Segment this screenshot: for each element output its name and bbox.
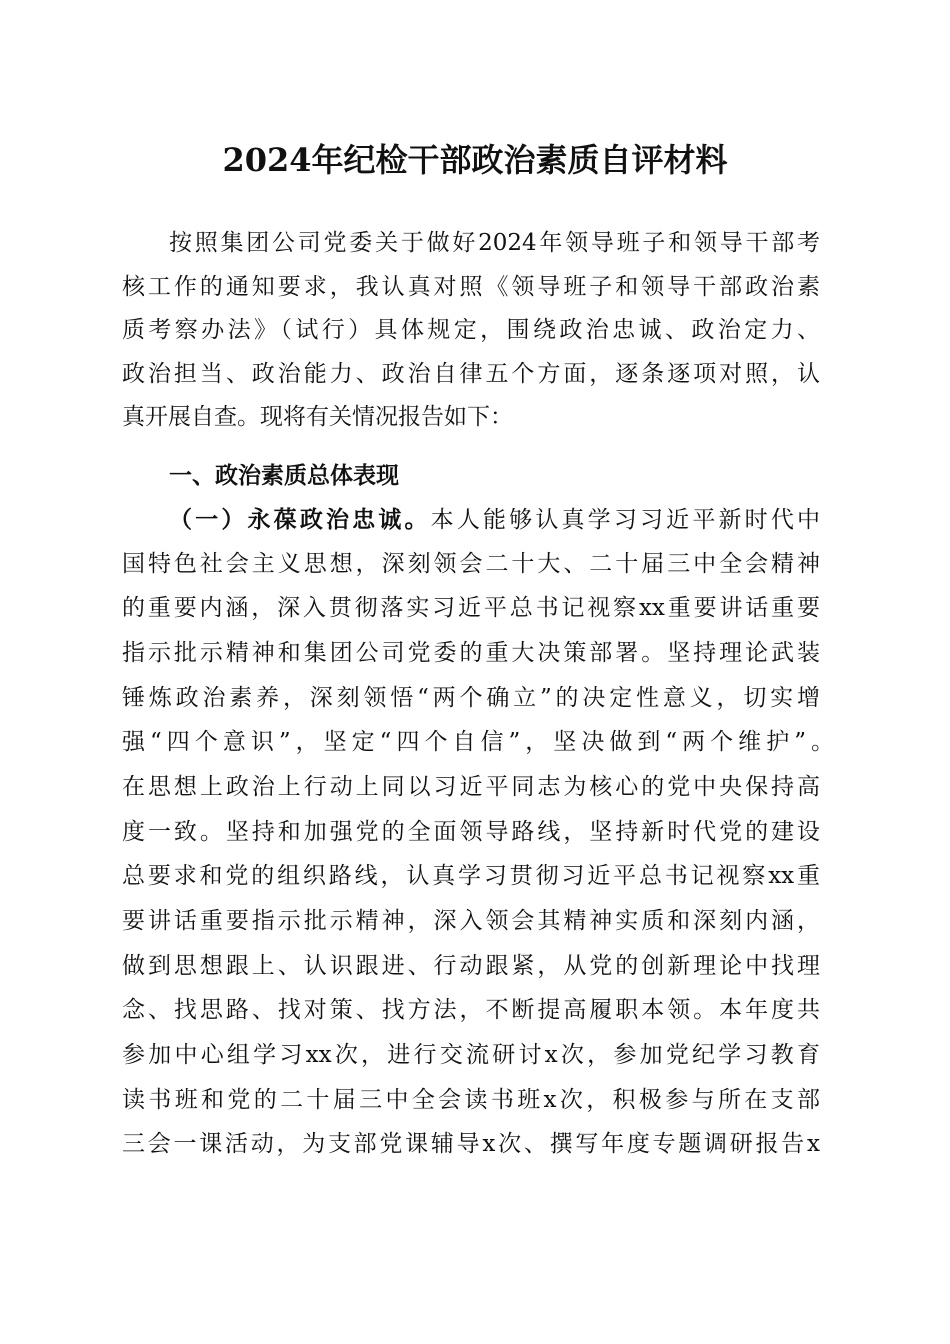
text-line: 念、找思路、找对策、找方法，不断提高履职本领。本年度共 bbox=[122, 997, 820, 1023]
subsection-lead: （一）永葆政治忠诚。 bbox=[169, 507, 431, 533]
text-line: 读书班和党的二十届三中全会读书班x次，积极参与所在支部 bbox=[122, 1087, 820, 1113]
text-line: 指示批示精神和集团公司党委的重大决策部署。坚持理论武装 bbox=[122, 640, 820, 666]
text-line: 度一致。坚持和加强党的全面领导路线，坚持新时代党的建设 bbox=[122, 819, 820, 845]
text-line: 参加中心组学习xx次，进行交流研讨x次，参加党纪学习教育 bbox=[122, 1042, 820, 1068]
text-line: 国特色社会主义思想，深刻领会二十大、二十届三中全会精神 bbox=[122, 551, 820, 577]
text-line: 政治担当、政治能力、政治自律五个方面，逐条逐项对照，认 bbox=[122, 361, 820, 387]
text-line: 三会一课活动，为支部党课辅导x次、撰写年度专题调研报告x bbox=[122, 1131, 820, 1157]
text-line: 在思想上政治上行动上同以习近平同志为核心的党中央保持高 bbox=[122, 774, 820, 800]
text-line: 强“四个意识”，坚定“四个自信”，坚决做到“两个维护”。 bbox=[122, 729, 834, 755]
text-line: 总要求和党的组织路线，认真学习贯彻习近平总书记视察xx重 bbox=[122, 863, 820, 889]
text-line: 锤炼政治素养，深刻领悟“两个确立”的决定性意义，切实增 bbox=[122, 685, 820, 711]
text-line bbox=[122, 505, 820, 535]
text-line: 真开展自查。现将有关情况报告如下： bbox=[122, 404, 513, 430]
section-heading: 一、政治素质总体表现 bbox=[169, 463, 399, 489]
document-title: 2024年纪检干部政治素质自评材料 bbox=[222, 141, 728, 179]
text-line: 做到思想跟上、认识跟进、行动跟紧，从党的创新理论中找理 bbox=[122, 953, 820, 979]
text-line: 核工作的通知要求，我认真对照《领导班子和领导干部政治素 bbox=[122, 274, 820, 300]
text-line: 质考察办法》（试行）具体规定，围绕政治忠诚、政治定力、 bbox=[122, 317, 820, 343]
text-line: 要讲话重要指示批示精神，深入领会其精神实质和深刻内涵， bbox=[122, 908, 820, 934]
text-line: 的重要内涵，深入贯彻落实习近平总书记视察xx重要讲话重要 bbox=[122, 595, 820, 621]
text-span: 本人能够认真学习习近平新时代中 bbox=[430, 507, 821, 533]
text-line: 按照集团公司党委关于做好2024年领导班子和领导干部考 bbox=[169, 230, 820, 256]
